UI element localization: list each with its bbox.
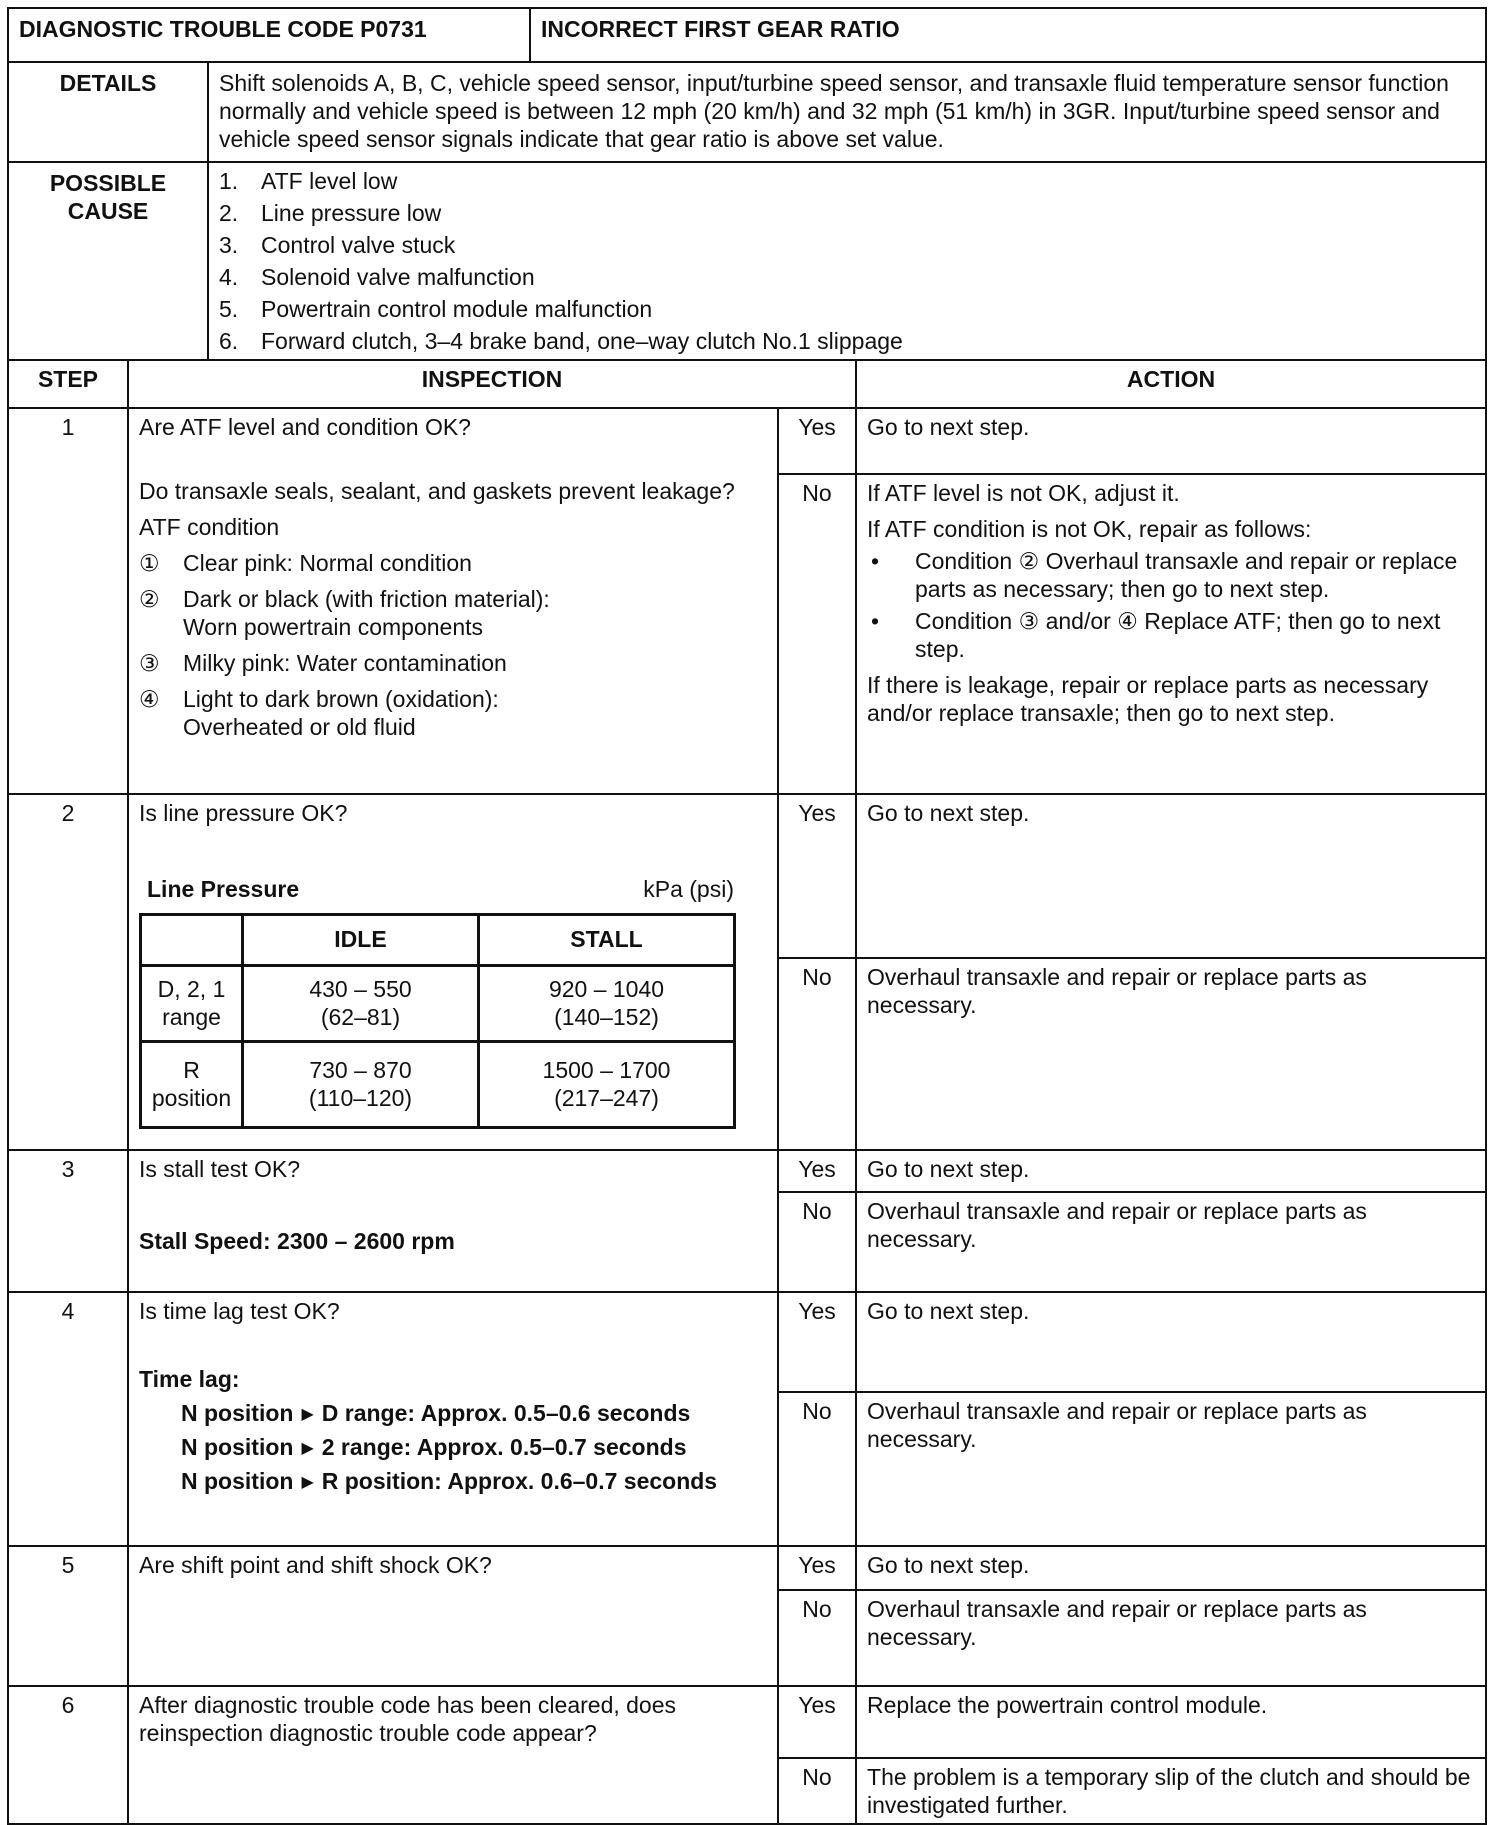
condition-mark: ① <box>139 550 160 577</box>
atf-condition-item <box>139 585 767 641</box>
lp-stall-psi: (217–247) <box>554 1084 659 1111</box>
time-lag-from: N position <box>181 1400 294 1427</box>
possible-cause-list <box>209 163 1485 359</box>
atf-condition-item <box>139 549 767 577</box>
cause-item <box>219 261 1475 293</box>
lp-idle-value <box>243 1042 479 1128</box>
lp-stall-value <box>479 966 735 1042</box>
no-label: No <box>778 958 856 1150</box>
time-lag-to: 2 range: Approx. 0.5–0.7 seconds <box>321 1434 687 1461</box>
cause-item <box>219 165 1475 197</box>
cause-text: Forward clutch, 3–4 brake band, one–way clutch No.1 slippage <box>261 328 903 354</box>
cause-item <box>219 197 1475 229</box>
step-2-question: Is line pressure OK? <box>139 800 348 826</box>
lp-row-label <box>141 966 243 1042</box>
cause-num: 4. <box>219 264 239 290</box>
step-4-question: Is time lag test OK? <box>139 1298 340 1324</box>
step-3-yes-row <box>8 1150 1486 1192</box>
lp-stall-kpa: 920 – 1040 <box>548 976 665 1002</box>
header-table <box>7 7 1487 63</box>
step-number: 2 <box>8 794 128 1150</box>
info-table <box>7 61 1487 361</box>
step-2-inspection <box>128 794 778 1150</box>
step-1-question: Are ATF level and condition OK? <box>139 414 471 440</box>
lp-row-label-1: D, 2, 1 <box>157 976 226 1002</box>
line-pressure-header-row <box>141 915 735 966</box>
bullet-mark: • <box>871 608 880 635</box>
condition-text: Dark or black (with friction material): Worn powertrain components <box>183 586 550 641</box>
step-3-no-action: Overhaul transaxle and repair or replace parts as necessary. <box>856 1192 1486 1292</box>
lp-col-stall: STALL <box>479 915 735 966</box>
time-lag-from: N position <box>181 1468 294 1495</box>
lp-row-r <box>141 1042 735 1128</box>
time-lag-line <box>181 1399 767 1427</box>
step-6-question: After diagnostic trouble code has been cleared, does reinspection diagnostic trouble code appear? <box>139 1692 677 1747</box>
line-pressure-title: Line Pressure <box>147 876 300 903</box>
cause-text: Solenoid valve malfunction <box>261 264 535 290</box>
atf-condition-item <box>139 649 767 677</box>
condition-mark: ② <box>139 586 160 613</box>
step-1-inspection <box>128 408 778 794</box>
cause-text: Line pressure low <box>261 200 442 226</box>
lp-corner-cell <box>141 915 243 966</box>
line-pressure-title-row <box>139 875 734 903</box>
lp-idle-psi: (110–120) <box>308 1084 413 1111</box>
step-3-inspection <box>128 1150 778 1292</box>
steps-table <box>7 359 1487 1825</box>
arrow-right-icon: ▶ <box>301 1474 314 1492</box>
lp-row-d21 <box>141 966 735 1042</box>
lp-stall-psi: (140–152) <box>554 1003 659 1030</box>
lp-idle-psi: (62–81) <box>320 1003 401 1030</box>
lp-idle-kpa: 730 – 870 <box>309 1057 412 1083</box>
repair-bullet <box>867 607 1475 663</box>
col-action: ACTION <box>856 360 1486 408</box>
yes-label: Yes <box>778 1150 856 1192</box>
col-step: STEP <box>8 360 128 408</box>
step-2-no-action: Overhaul transaxle and repair or replace parts as necessary. <box>856 958 1486 1150</box>
step-6-yes-action: Replace the powertrain control module. <box>856 1686 1486 1758</box>
step-5-question: Are shift point and shift shock OK? <box>139 1552 492 1578</box>
time-lag-line <box>181 1433 767 1461</box>
step-4-yes-action: Go to next step. <box>856 1292 1486 1392</box>
step-5-yes-action: Go to next step. <box>856 1546 1486 1590</box>
step-4-no-action: Overhaul transaxle and repair or replace parts as necessary. <box>856 1392 1486 1546</box>
lp-row-label-2: range <box>162 1003 221 1030</box>
details-text: Shift solenoids A, B, C, vehicle speed sensor, input/turbine speed sensor, and transaxle fluid temperature sensor function normally and vehicle speed is between 12 mph (20 km/h) and 32 mph (51 km/h) in 3GR. Input/turbine speed sensor and vehicle speed sensor signals indicate that gear ratio is above set value. <box>208 62 1486 162</box>
step-number: 4 <box>8 1292 128 1546</box>
possible-cause-label-line2: CAUSE <box>67 198 149 225</box>
details-label: DETAILS <box>8 62 208 162</box>
condition-text: Clear pink: Normal condition <box>183 550 472 577</box>
diagnostic-document <box>7 7 1487 1825</box>
lp-row-label-1: R <box>183 1057 200 1083</box>
cause-item <box>219 229 1475 261</box>
step-1-no-action-2: If ATF condition is not OK, repair as follows: <box>867 516 1312 543</box>
line-pressure-unit: kPa (psi) <box>643 876 734 903</box>
stall-speed: Stall Speed: 2300 – 2600 rpm <box>139 1228 455 1255</box>
bullet-text: Condition ② Overhaul transaxle and repair or replace parts as necessary; then go to next step. <box>915 548 1458 603</box>
lp-stall-kpa: 1500 – 1700 <box>542 1057 671 1083</box>
col-inspection: INSPECTION <box>128 360 856 408</box>
no-label: No <box>778 1392 856 1546</box>
time-lag-from: N position <box>181 1434 294 1461</box>
arrow-right-icon: ▶ <box>301 1440 314 1458</box>
yes-label: Yes <box>778 1292 856 1392</box>
no-label: No <box>778 1758 856 1824</box>
atf-condition-label: ATF condition <box>139 514 280 541</box>
cause-num: 2. <box>219 200 239 226</box>
yes-label: Yes <box>778 408 856 474</box>
cause-num: 6. <box>219 328 239 354</box>
yes-label: Yes <box>778 1546 856 1590</box>
time-lag-to: R position: Approx. 0.6–0.7 seconds <box>321 1468 718 1495</box>
time-lag-to: D range: Approx. 0.5–0.6 seconds <box>321 1400 691 1427</box>
step-4-yes-row <box>8 1292 1486 1392</box>
step-2-yes-row <box>8 794 1486 958</box>
line-pressure-table <box>139 913 736 1129</box>
no-label: No <box>778 1590 856 1686</box>
step-number: 6 <box>8 1686 128 1824</box>
atf-condition-item <box>139 685 767 741</box>
time-lag-line <box>181 1467 767 1495</box>
cause-text: ATF level low <box>261 168 398 194</box>
time-lag-label: Time lag: <box>139 1366 240 1393</box>
step-2-yes-action: Go to next step. <box>856 794 1486 958</box>
bullet-text: Condition ③ and/or ④ Replace ATF; then go to next step. <box>915 608 1441 663</box>
bullet-mark: • <box>871 548 880 575</box>
step-6-yes-row <box>8 1686 1486 1758</box>
arrow-right-icon: ▶ <box>301 1406 314 1424</box>
lp-row-label-2: position <box>151 1084 232 1111</box>
step-5-inspection <box>128 1546 778 1686</box>
step-6-inspection <box>128 1686 778 1824</box>
step-number: 3 <box>8 1150 128 1292</box>
possible-cause-label <box>8 162 208 360</box>
condition-mark: ③ <box>139 650 160 677</box>
possible-cause-label-line1: POSSIBLE <box>49 170 167 196</box>
step-number: 1 <box>8 408 128 794</box>
step-number: 5 <box>8 1546 128 1686</box>
condition-mark: ④ <box>139 686 160 713</box>
step-1-yes-row <box>8 408 1486 474</box>
lp-idle-kpa: 430 – 550 <box>309 976 412 1002</box>
step-6-no-action: The problem is a temporary slip of the clutch and should be investigated further. <box>856 1758 1486 1824</box>
step-1-no-action-3: If there is leakage, repair or replace parts as necessary and/or replace transaxle; then go to next step. <box>867 672 1429 727</box>
cause-num: 3. <box>219 232 239 258</box>
step-1-no-action-1: If ATF level is not OK, adjust it. <box>867 480 1180 506</box>
no-label: No <box>778 474 856 794</box>
step-3-question: Is stall test OK? <box>139 1156 301 1182</box>
cause-item <box>219 325 1475 357</box>
cause-text: Control valve stuck <box>261 232 456 258</box>
lp-idle-value <box>243 966 479 1042</box>
possible-cause-cell <box>208 162 1486 360</box>
cause-num: 1. <box>219 168 239 194</box>
dtc-code-label: DIAGNOSTIC TROUBLE CODE P0731 <box>8 8 530 62</box>
yes-label: Yes <box>778 794 856 958</box>
step-4-inspection <box>128 1292 778 1546</box>
cause-num: 5. <box>219 296 239 322</box>
condition-text: Light to dark brown (oxidation): Overheated or old fluid <box>183 686 499 741</box>
dtc-title: INCORRECT FIRST GEAR RATIO <box>530 8 1486 62</box>
no-label: No <box>778 1192 856 1292</box>
lp-row-label <box>141 1042 243 1128</box>
yes-label: Yes <box>778 1686 856 1758</box>
lp-stall-value <box>479 1042 735 1128</box>
condition-text: Milky pink: Water contamination <box>183 650 507 677</box>
step-5-yes-row <box>8 1546 1486 1590</box>
step-1-yes-action: Go to next step. <box>856 408 1486 474</box>
cause-item <box>219 293 1475 325</box>
step-3-yes-action: Go to next step. <box>856 1150 1486 1192</box>
step-1-question-2: Do transaxle seals, sealant, and gaskets prevent leakage? <box>139 478 735 505</box>
step-5-no-action: Overhaul transaxle and repair or replace parts as necessary. <box>856 1590 1486 1686</box>
cause-text: Powertrain control module malfunction <box>261 296 653 322</box>
repair-bullet <box>867 547 1475 603</box>
step-1-no-action <box>856 474 1486 794</box>
lp-col-idle: IDLE <box>243 915 479 966</box>
steps-header-row <box>8 360 1486 408</box>
